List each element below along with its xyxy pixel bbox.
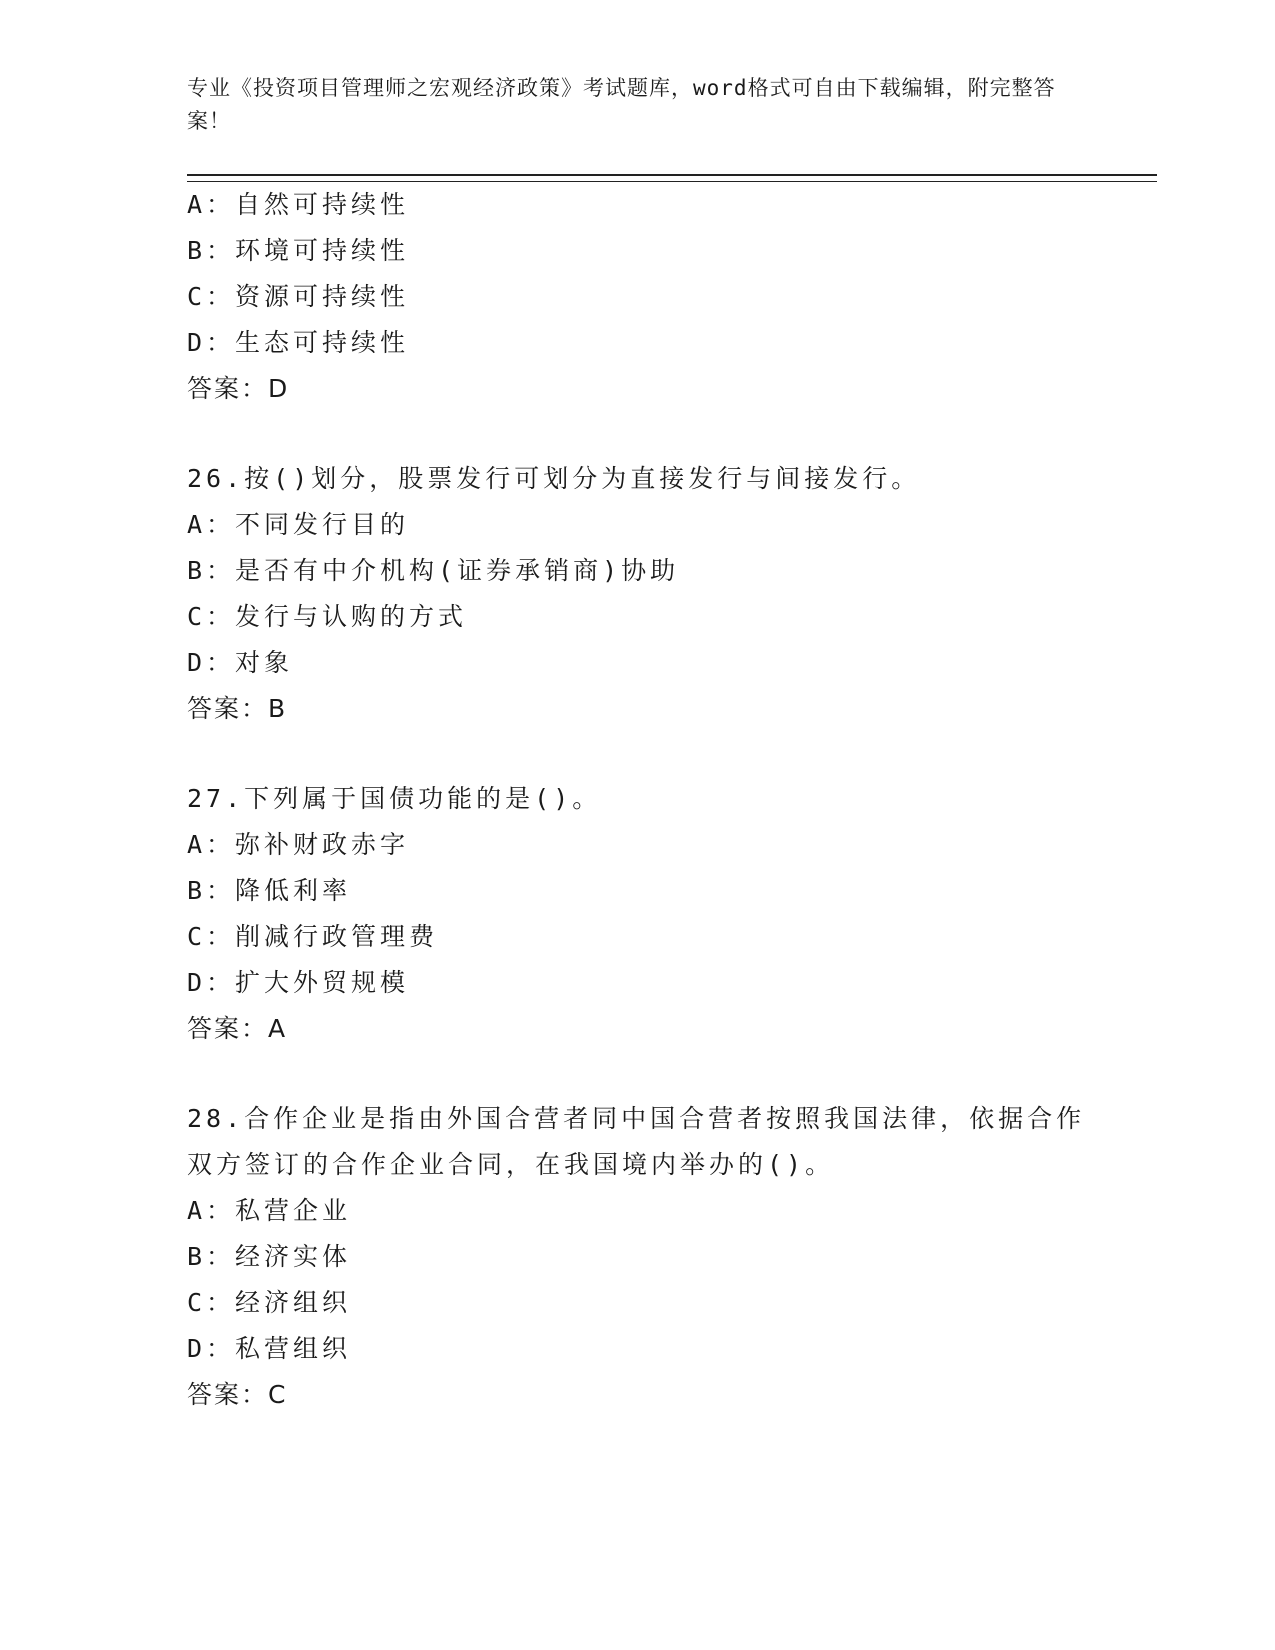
q26-option-d: D：对象	[187, 648, 294, 677]
spacer	[187, 1052, 1157, 1096]
q25-option-b: B：环境可持续性	[187, 236, 410, 265]
q26-answer: 答案：B	[187, 694, 288, 723]
spacer	[187, 412, 1157, 456]
q26-option-a: A：不同发行目的	[187, 510, 410, 539]
q28-option-b: B：经济实体	[187, 1242, 352, 1271]
document-intro: 专业《投资项目管理师之宏观经济政策》考试题库，word格式可自由下载编辑，附完整答案！	[187, 76, 1056, 133]
q28-stem: 28.合作企业是指由外国合营者同中国合营者按照我国法律，依据合作双方签订的合作企业合同，在我国境内举办的()。	[187, 1104, 1086, 1179]
q27-option-d: D：扩大外贸规模	[187, 968, 410, 997]
q25-option-a: A：自然可持续性	[187, 190, 410, 219]
q27-answer: 答案：A	[187, 1014, 288, 1043]
q25-option-d: D：生态可持续性	[187, 328, 410, 357]
q28-option-a: A：私营企业	[187, 1196, 352, 1225]
q28-option-d: D：私营组织	[187, 1334, 352, 1363]
q28-answer: 答案：C	[187, 1380, 288, 1409]
q27-stem: 27.下列属于国债功能的是()。	[187, 784, 602, 813]
q25-answer: 答案：D	[187, 374, 290, 403]
q26-option-b: B：是否有中介机构(证券承销商)协助	[187, 556, 680, 585]
q26-stem: 26.按()划分，股票发行可划分为直接发行与间接发行。	[187, 464, 921, 493]
q27-option-a: A：弥补财政赤字	[187, 830, 410, 859]
document-page	[187, 72, 1157, 1418]
question-25-block	[187, 182, 1157, 412]
question-26-block	[187, 456, 1157, 732]
spacer	[187, 732, 1157, 776]
q27-option-b: B：降低利率	[187, 876, 352, 905]
q28-option-c: C：经济组织	[187, 1288, 352, 1317]
header-rule	[187, 174, 1157, 182]
question-28-block	[187, 1096, 1157, 1418]
q25-option-c: C：资源可持续性	[187, 282, 410, 311]
question-27-block	[187, 776, 1157, 1052]
q26-option-c: C：发行与认购的方式	[187, 602, 468, 631]
q27-option-c: C：削减行政管理费	[187, 922, 439, 951]
